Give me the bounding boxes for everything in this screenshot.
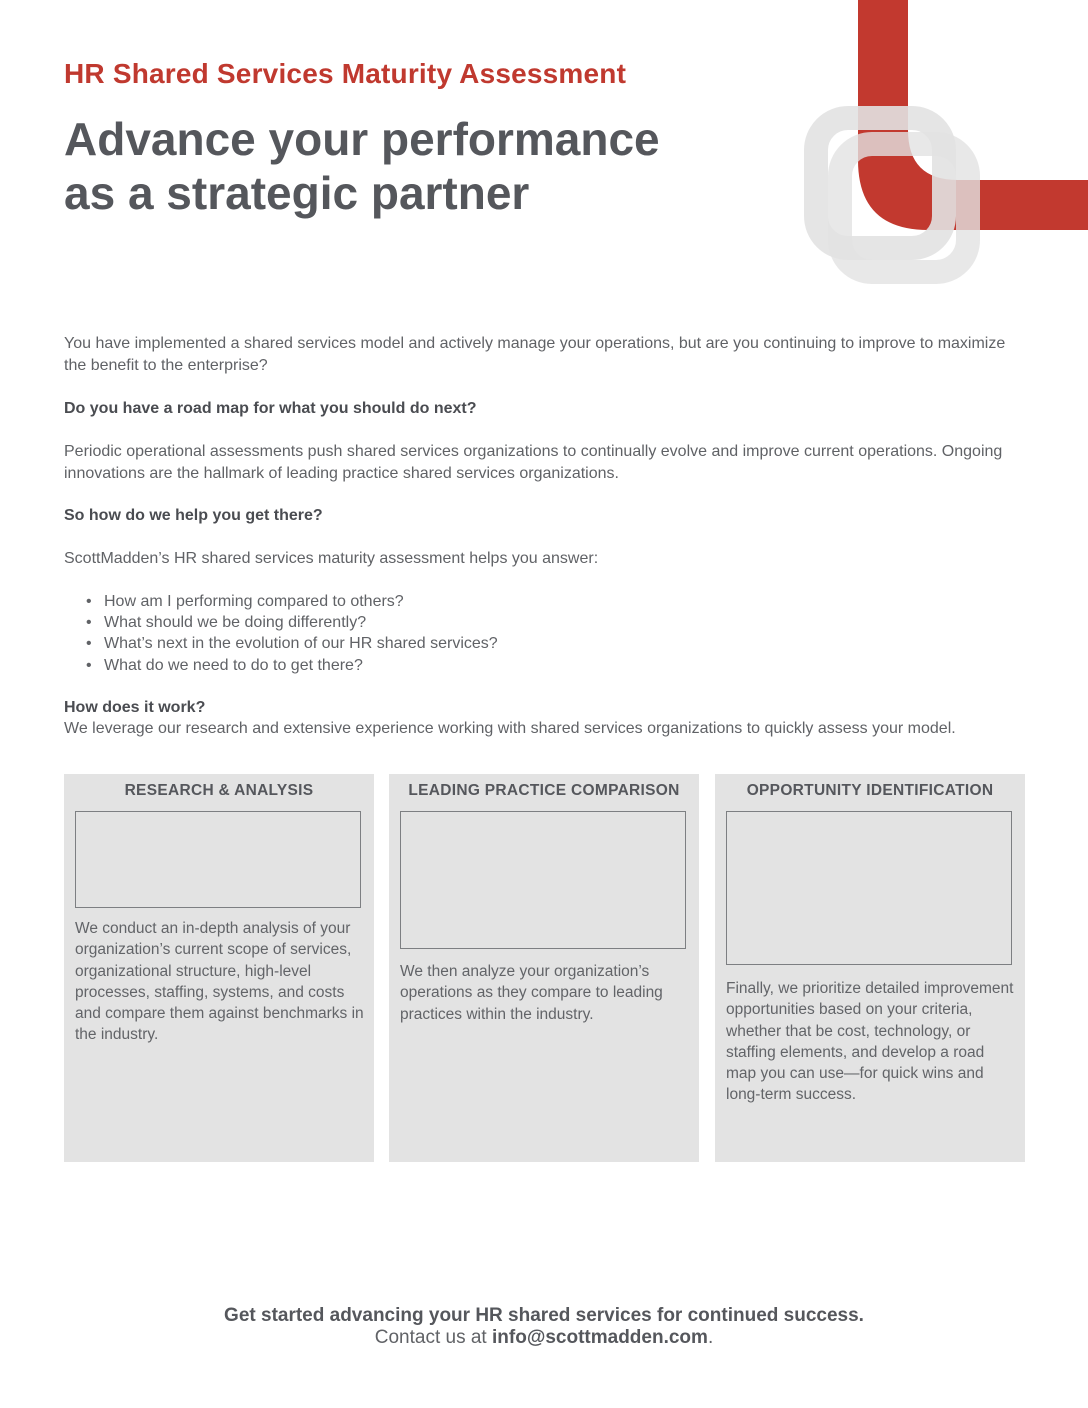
contact-suffix: .: [707, 1327, 714, 1348]
image-placeholder: [400, 811, 686, 949]
assessment-paragraph: Periodic operational assessments push shared services organizations to continually evolve and improve current operations. Ongoing innovations are the hallmark of leading practice shared services organizations.: [64, 443, 1003, 482]
card-description: Finally, we prioritize detailed improvement opportunities based on your criteria, whether that be cost, technology, or staffing elements, and develop a road map you can use—for quick wins and long-term success.: [726, 980, 1014, 1104]
list-item: • How am I performing compared to others?: [86, 591, 498, 612]
question-roadmap: Do you have a road map for what you should do next?: [64, 400, 477, 417]
question-help: So how do we help you get there?: [64, 507, 323, 524]
headline-line-1: Advance your performance: [64, 113, 660, 165]
list-item: • What should we be doing differently?: [86, 612, 498, 633]
card-title: LEADING PRACTICE COMPARISON: [408, 782, 680, 799]
card-description: We then analyze your organization’s operations as they compare to leading practices within the industry.: [400, 963, 663, 1023]
headline-line-2: as a strategic partner: [64, 167, 530, 219]
contact-email[interactable]: info@scottmadden.com: [492, 1327, 708, 1348]
list-item: • What’s next in the evolution of our HR shared services?: [86, 633, 498, 654]
list-item: • What do we need to do to get there?: [86, 655, 498, 676]
card-description: We conduct an in-depth analysis of your organization’s current scope of services, organizational structure, high-level processes, staffing, systems, and costs and compare them against benchmarks in the industry.: [75, 920, 364, 1044]
footer-contact: [0, 1327, 1088, 1349]
question-list: [86, 591, 498, 676]
card-opportunity: [715, 774, 1025, 1162]
card-research-analysis: [64, 774, 374, 1162]
card-leading-practice: [389, 774, 699, 1162]
page-headline: [64, 112, 764, 220]
card-title: OPPORTUNITY IDENTIFICATION: [746, 782, 994, 799]
question-how: How does it work?: [64, 699, 206, 716]
image-placeholder: [726, 811, 1012, 965]
eyebrow-title: HR Shared Services Maturity Assessment: [64, 58, 627, 89]
image-placeholder: [75, 811, 361, 908]
contact-prefix: Contact us at: [374, 1327, 492, 1348]
answer-intro: ScottMadden’s HR shared services maturity assessment helps you answer:: [64, 550, 599, 567]
intro-paragraph: You have implemented a shared services model and actively manage your operations, but are you continuing to improve to maximize the benefit to the enterprise?: [64, 335, 1006, 374]
card-title: RESEARCH & ANALYSIS: [124, 782, 314, 799]
footer-cta: Get started advancing your HR shared services for continued success.: [224, 1305, 864, 1326]
how-it-works-paragraph: We leverage our research and extensive experience working with shared services organizations to quickly assess your model.: [64, 720, 956, 737]
